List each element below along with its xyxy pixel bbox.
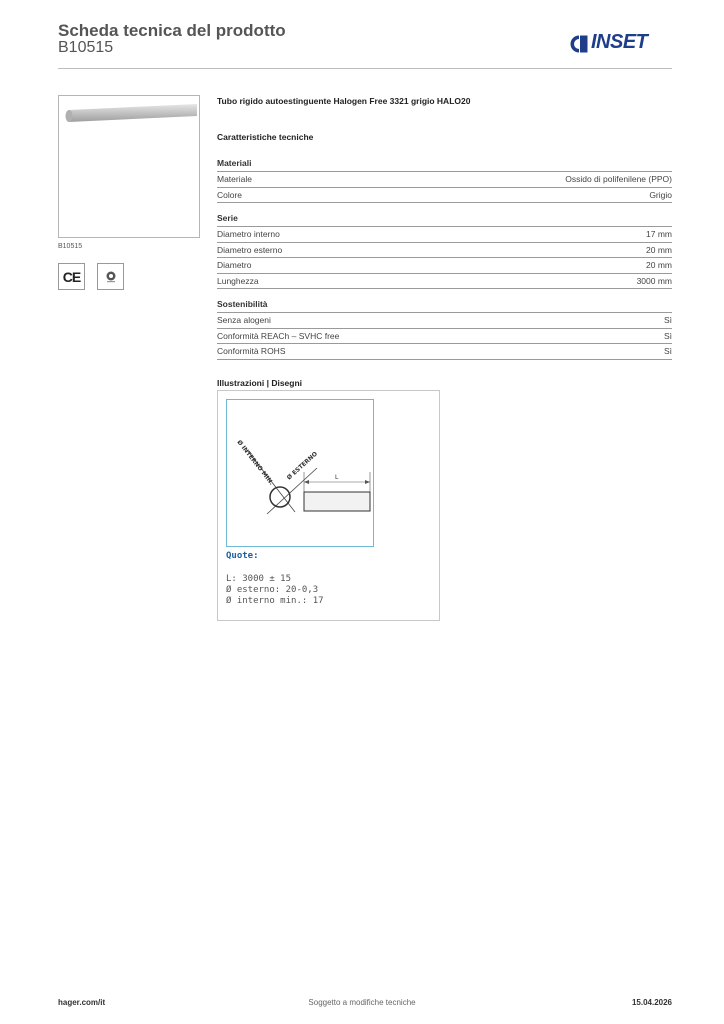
spec-label: Colore [217,189,243,200]
product-image [58,95,200,238]
image-caption: B10515 [58,243,83,250]
inset-logo [570,33,674,55]
spec-value: 17 mm [646,229,672,239]
product-code: B10515 [58,39,114,56]
spec-label: Diametro interno [217,229,280,239]
footer-notice: Soggetto a modifiche tecniche [308,998,416,1007]
spec-row [217,257,672,273]
ce-mark-icon: CE [58,263,85,290]
spec-value: 3000 mm [636,275,672,286]
spec-label: Conformità REACh – SVHC free [217,330,340,341]
spec-value: Ossido di polifenilene (PPO) [565,174,672,184]
quote-line: Ø interno min.: 17 [226,596,324,606]
spec-row [217,187,672,203]
inner-diameter-label: Ø INTERNO MIN. [235,438,275,487]
spec-row [217,343,672,359]
footer-date: 15.04.2026 [631,998,672,1007]
spec-value: 20 mm [646,244,672,255]
length-label: L [335,474,339,481]
spec-table-materiali [217,171,672,203]
group-title: Serie [217,213,238,223]
spec-label: Diametro esterno [217,244,283,255]
page-title: Scheda tecnica del prodotto [58,21,286,40]
section-heading: Caratteristiche tecniche [217,132,314,142]
spec-row [217,273,672,289]
group-title: Sostenibilità [217,299,268,309]
logo-text: INSET [591,31,648,53]
logo-mark-icon [570,35,588,53]
illustration-box [217,390,440,621]
spec-value: Sì [663,330,672,341]
spec-label: Lunghezza [217,275,259,286]
spec-value: Sì [663,346,672,356]
spec-label: Diametro [217,260,252,270]
spec-row [217,312,672,328]
spec-sheet [217,96,672,398]
product-title: Tubo rigido autoestinguente Halogen Free 3321 grigio HALO20 [217,96,471,106]
spec-row [217,171,672,187]
group-title: Materiali [217,158,252,168]
footer-website[interactable]: hager.com/it [58,998,106,1007]
spec-row [217,226,672,242]
header-divider [58,68,672,69]
spec-label: Conformità ROHS [217,346,286,356]
spec-row [217,328,672,344]
spec-table-sostenibilita [217,312,672,360]
spec-value: Grigio [649,189,672,200]
outer-diameter-label: Ø ESTERNO [285,450,319,482]
spec-label: Materiale [217,174,252,184]
spec-table-serie [217,226,672,289]
quote-title: Quote: [226,551,259,561]
quote-line: L: 3000 ± 15 [226,574,292,584]
technical-drawing [226,399,374,547]
spec-row [217,242,672,258]
halogen-free-icon [97,263,124,290]
quote-line: Ø esterno: 20-0,3 [226,585,319,595]
spec-value: 20 mm [646,260,672,270]
tube-image [63,104,197,124]
spec-label: Senza alogeni [217,315,271,325]
spec-value: Sì [663,315,672,325]
illustrations-heading: Illustrazioni | Disegni [217,377,303,388]
